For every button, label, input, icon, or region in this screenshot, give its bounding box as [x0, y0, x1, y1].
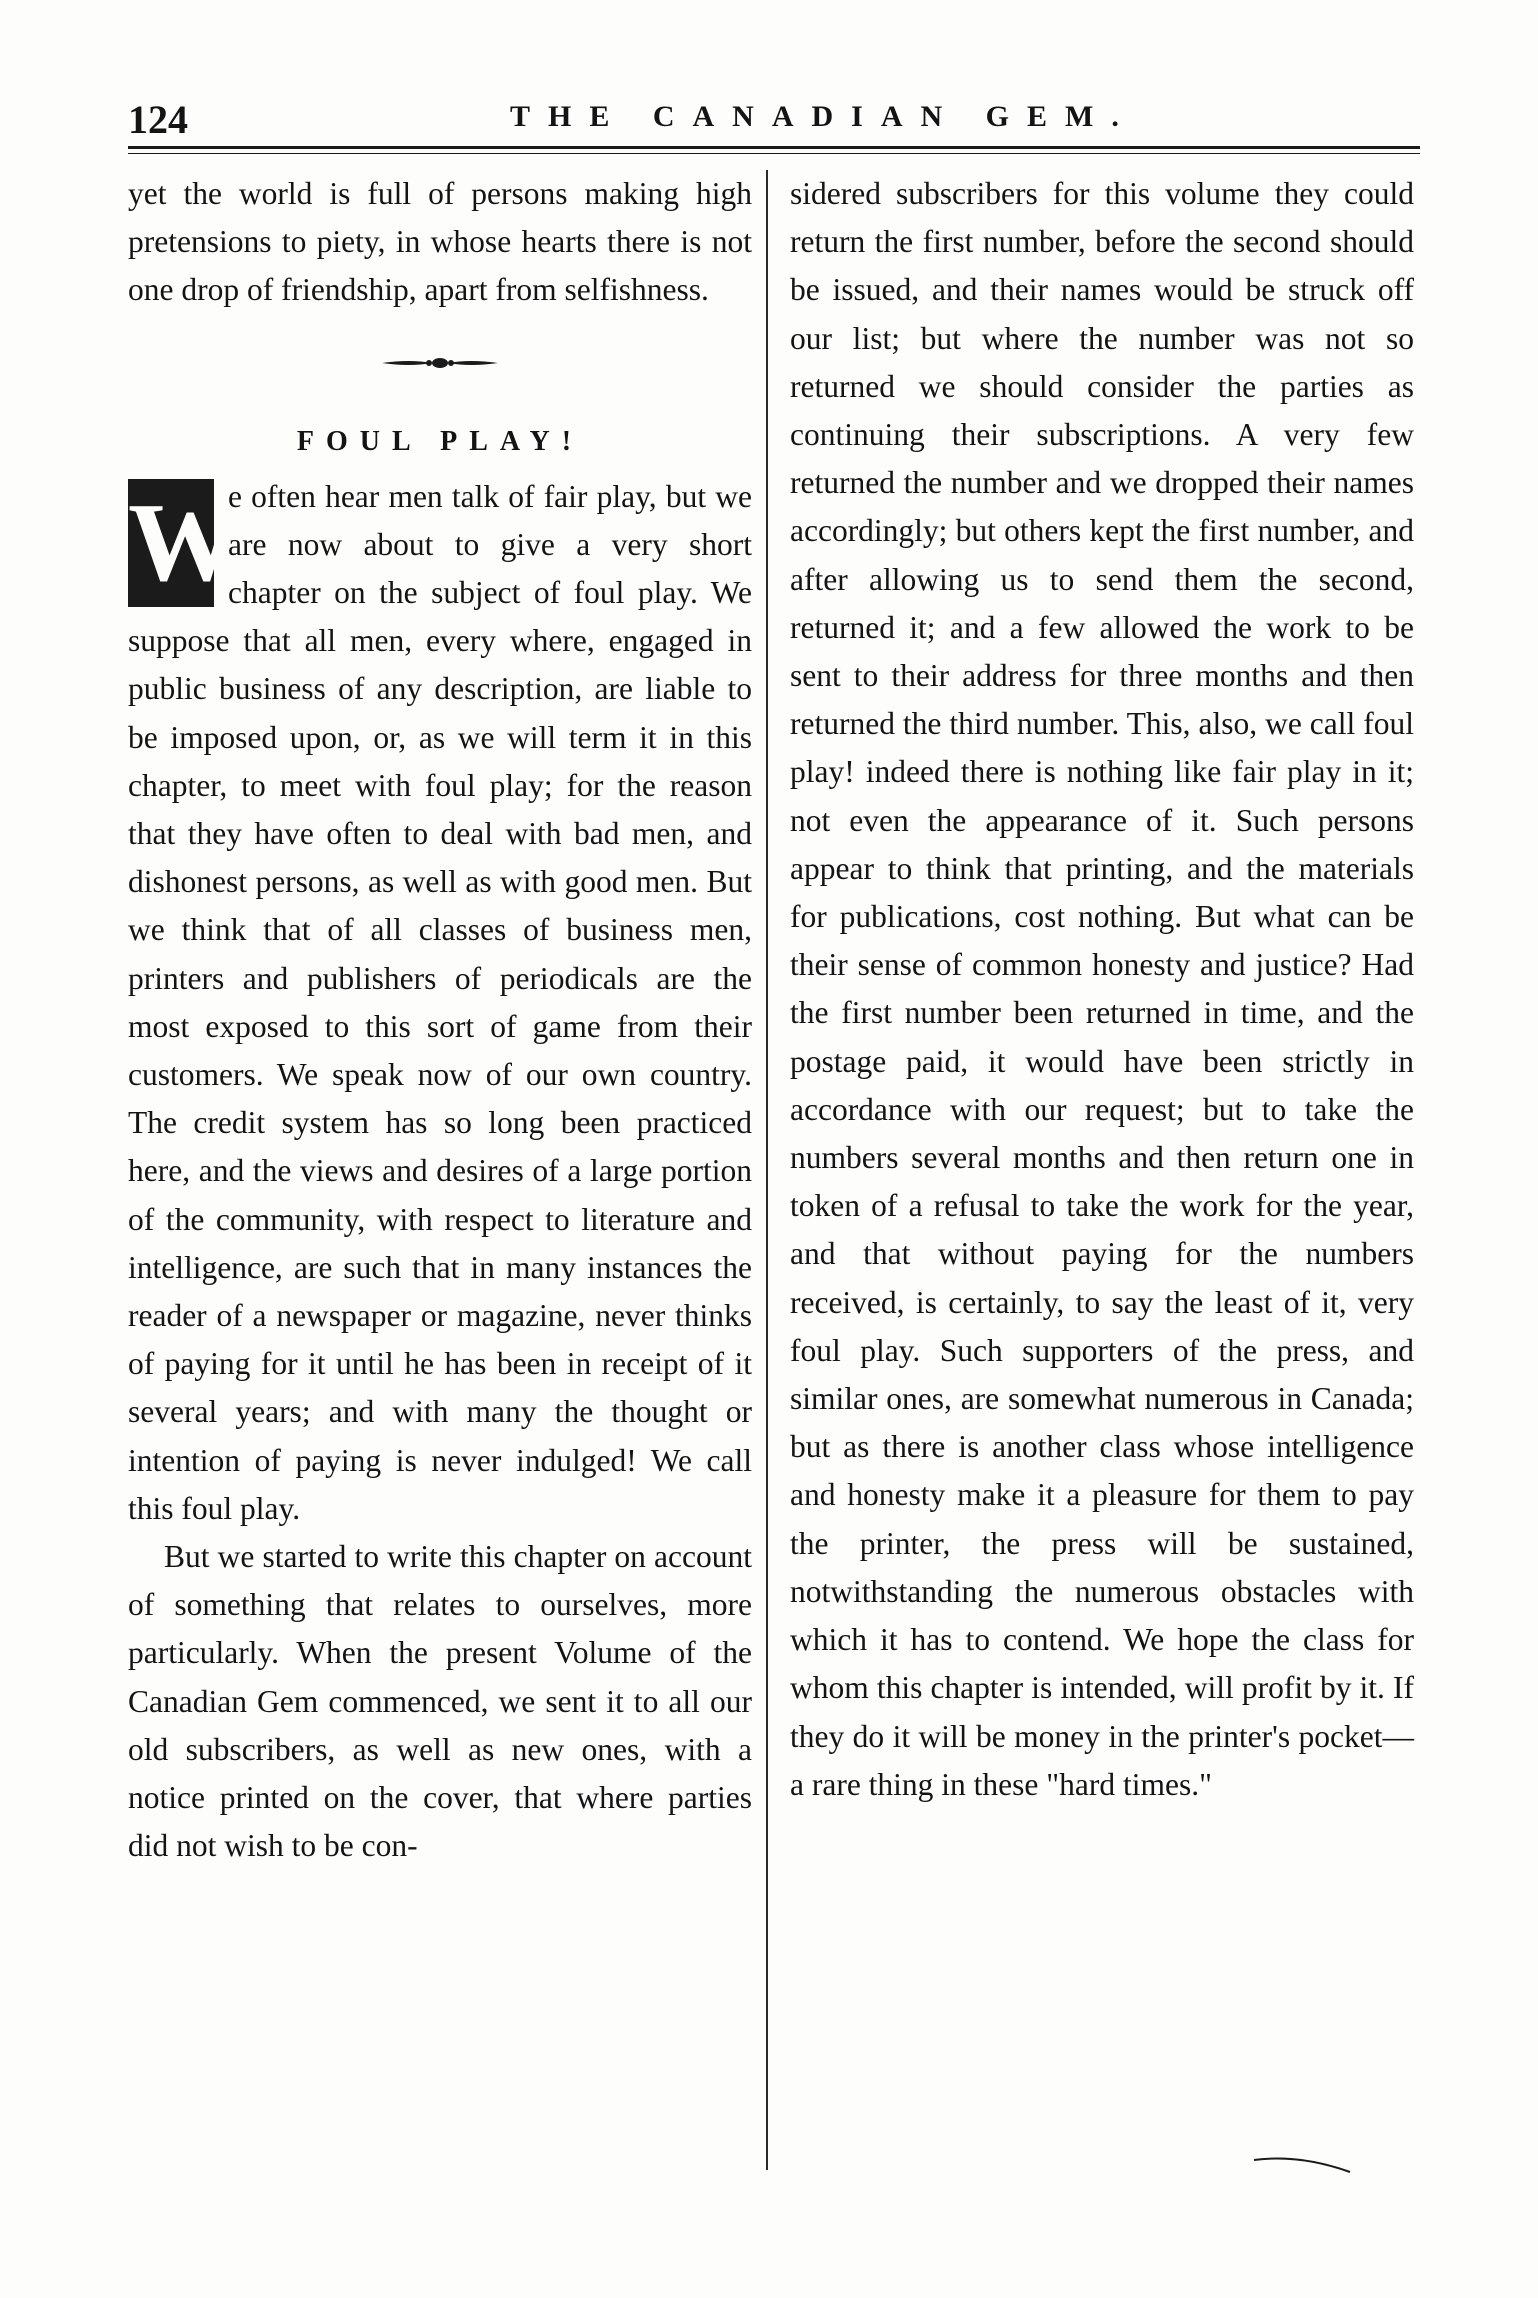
left-paragraph-3: But we started to write this chapter on account of something that relates to ourselves, more particularly. When the present Volume of the Canadian Gem commenced, we sent it to all our old subscribers, as well as new ones, with a notice printed on the cover, that where parties did not wish to be con-	[128, 1539, 752, 1864]
right-paragraph-1: sidered subscribers for this volume they could return the first number, before the second should be issued, and their names would be struck off our list; but where the number was not so returned we should consider the parties as continuing their subscriptions. A very few returned the number and we dropped their names accordingly; but others kept the first number, and after allowing us to send them the second, returned it; and a few allowed the work to be sent to their address for three months and then returned the third number. This, also, we call foul play! indeed there is nothing like fair play in it; not even the appearance of it. Such persons appear to think that printing, and the materials for publications, cost nothing. But what can be their sense of common honesty and justice? Had the first number been returned in time, and the postage paid, it would have been strictly in accordance with our request; but to take the numbers several months and then return one in token of a refusal to take the work for the year, and that without paying for the numbers received, is certainly, to say the least of it, very foul play. Such supporters of the press, and similar ones, are somewhat numerous in Canada; but as there is another class whose intelligence and honesty make it a pleasure for them to pay the printer, the press will be sustained, notwithstanding the numerous obstacles with which it has to contend. We hope the class for whom this chapter is intended, will profit by it. If they do it will be money in the printer's pocket—a rare thing in these "hard times."	[790, 176, 1414, 1802]
left-paragraph-1: yet the world is full of persons making high pretensions to piety, in whose hearts there is not one drop of friendship, apart from selfishness.	[128, 176, 752, 308]
left-column	[128, 170, 752, 1871]
page-number: 124	[128, 97, 188, 142]
left-paragraph-2-text: e often hear men talk of fair play, but we are now about to give a very short chapter on the subject of foul play. We suppose that all men, every where, engaged in public business of any description, are liable to be imposed upon, or, as we will term it in this chapter, to meet with foul play; for the reason that they have often to deal with bad men, and dishonest persons, as well as with good men. But we think that of all classes of business men, printers and publishers of periodicals are the most exposed to this sort of game from their customers. We speak now of our own country. The credit system has so long been practiced here, and the views and desires of a large portion of the community, with respect to literature and intelligence, are such that in many instances the reader of a newspaper or magazine, never thinks of paying for it until he has been in receipt of it several years; and with many the thought or intention of paying is never indulged! We call this foul play.	[128, 478, 752, 1526]
header-rule-thin	[128, 153, 1420, 154]
header-rule	[128, 146, 1420, 149]
running-title: THE CANADIAN GEM.	[510, 100, 1137, 133]
section-title: FOUL PLAY!	[296, 425, 584, 457]
right-column	[790, 170, 1414, 1809]
left-paragraph-2	[128, 473, 752, 1533]
column-divider	[766, 170, 768, 2170]
end-flourish-icon	[1250, 2150, 1360, 2185]
drop-cap: W	[128, 480, 240, 605]
divider-flourish-icon	[128, 315, 752, 411]
